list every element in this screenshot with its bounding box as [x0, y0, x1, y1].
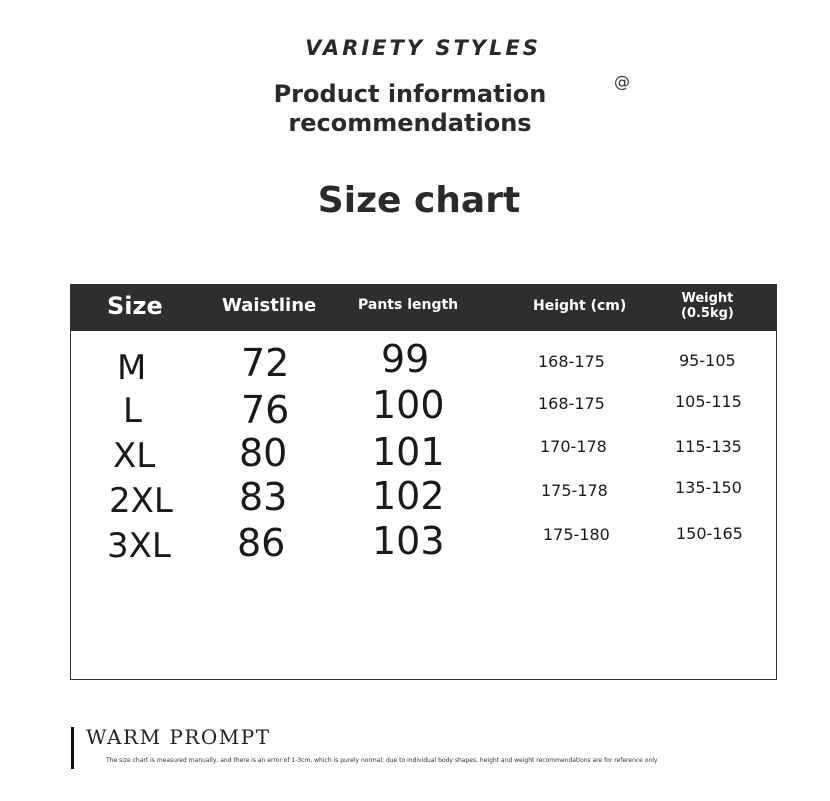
table-cell-pants-length: 100 — [372, 383, 445, 427]
size-chart-title: Size chart — [317, 180, 521, 221]
size-table-header — [71, 285, 776, 331]
at-symbol: @ — [614, 72, 630, 91]
table-cell-waistline: 86 — [237, 521, 286, 565]
table-cell-pants-length: 99 — [381, 337, 430, 381]
column-header-pants-length: Pants length — [358, 297, 459, 313]
column-header-height: Height (cm) — [533, 298, 627, 314]
table-cell-size: 2XL — [109, 481, 173, 521]
column-header-waistline: Waistline — [222, 295, 317, 316]
warm-prompt-title: WARM PROMPT — [86, 725, 271, 749]
subtitle-line-2: recommendations — [288, 109, 532, 137]
table-cell-waistline: 72 — [241, 341, 290, 385]
brand-title: VARIETY STYLES — [305, 36, 541, 60]
column-header-size: Size — [107, 292, 163, 320]
table-cell-size: M — [117, 348, 147, 388]
table-cell-waistline: 80 — [239, 431, 288, 475]
table-cell-weight: 95-105 — [679, 351, 736, 370]
table-cell-pants-length: 101 — [372, 430, 445, 474]
table-cell-size: 3XL — [107, 526, 171, 566]
table-cell-weight: 115-135 — [675, 437, 742, 456]
table-cell-pants-length: 103 — [372, 519, 445, 563]
table-cell-waistline: 76 — [241, 388, 290, 432]
subtitle — [250, 80, 570, 138]
table-cell-size: L — [123, 391, 142, 431]
table-cell-weight: 135-150 — [675, 478, 742, 497]
table-cell-height: 168-175 — [538, 352, 605, 371]
warm-prompt-note: The size chart is measured manually, and there is an error of 1-3cm, which is purely normal; due to individual body shapes, height and weight recommendations are for reference only — [106, 757, 658, 764]
table-cell-pants-length: 102 — [372, 474, 445, 518]
table-cell-weight: 150-165 — [676, 524, 743, 543]
table-cell-height: 168-175 — [538, 394, 605, 413]
table-cell-height: 175-178 — [541, 481, 608, 500]
table-cell-waistline: 83 — [239, 475, 288, 519]
warm-prompt-bar — [71, 727, 74, 769]
column-header-weight — [681, 291, 734, 321]
table-cell-weight: 105-115 — [675, 392, 742, 411]
subtitle-line-1: Product information — [273, 80, 547, 108]
column-header-weight-line-1: Weight — [681, 291, 734, 306]
table-cell-height: 175-180 — [543, 525, 610, 544]
size-table — [70, 284, 777, 680]
column-header-weight-line-2: (0.5kg) — [681, 306, 734, 321]
table-cell-height: 170-178 — [540, 437, 607, 456]
table-cell-size: XL — [113, 436, 156, 476]
